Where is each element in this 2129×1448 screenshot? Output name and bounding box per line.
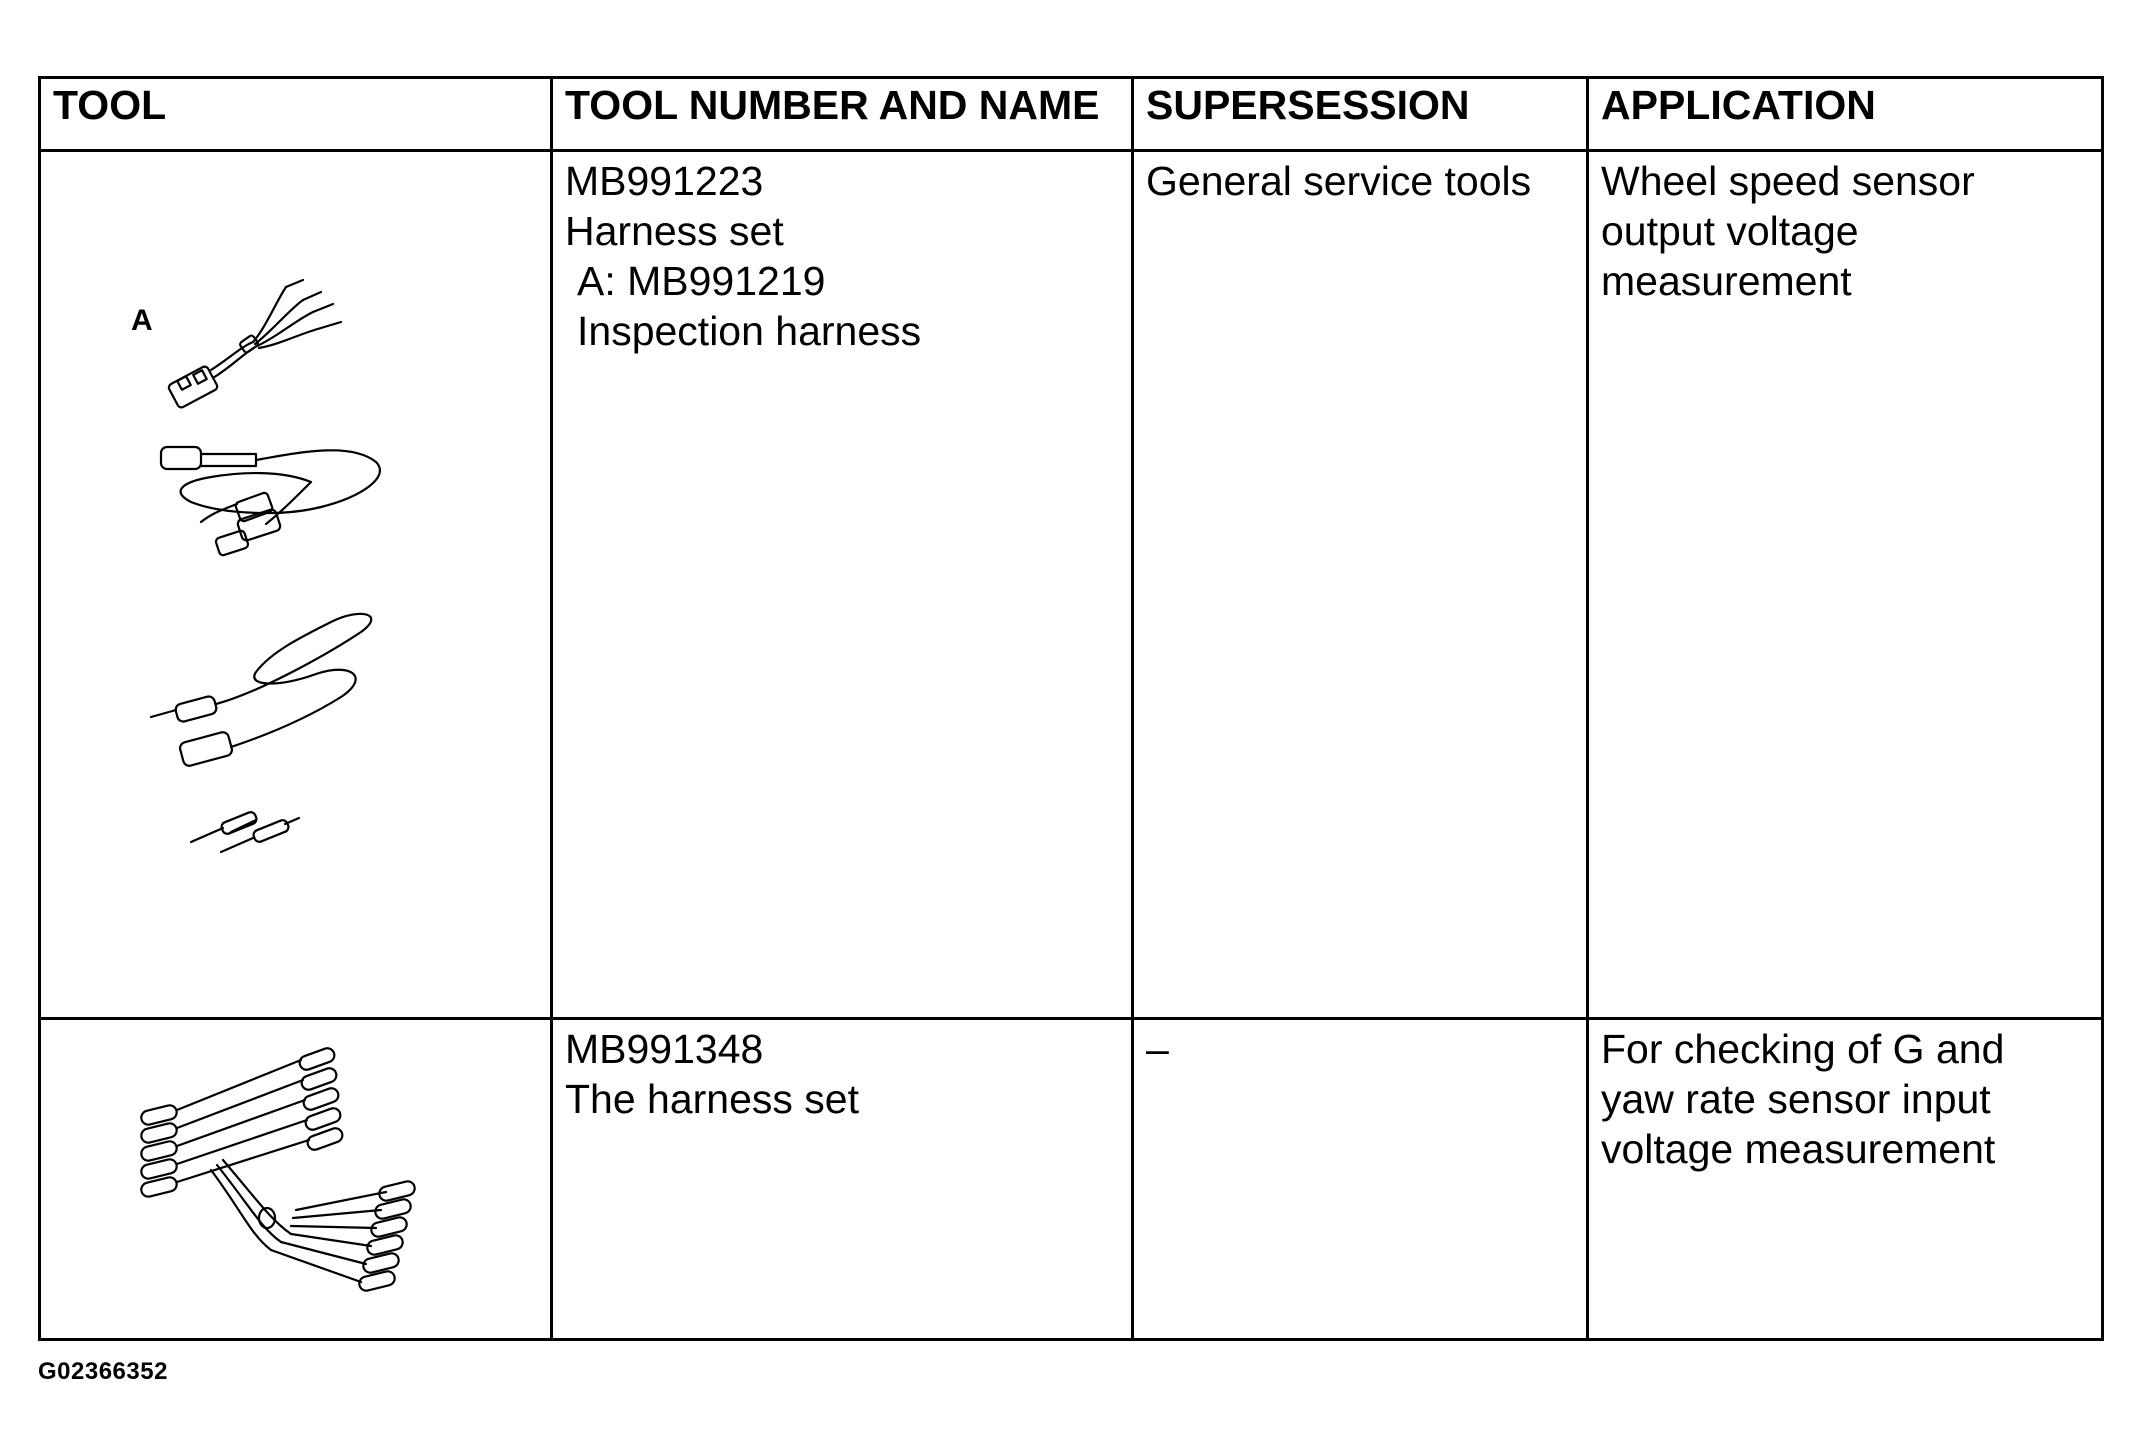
pin-probes-drawing [191, 811, 299, 852]
supersession-cell [1133, 1019, 1588, 1340]
header-tool: TOOL [40, 78, 552, 151]
header-application: APPLICATION [1588, 78, 2103, 151]
tool-illustration-cell [40, 1019, 552, 1340]
harness-set-illustration [41, 1020, 553, 1338]
tool-number: MB991223 [565, 158, 764, 204]
application-cell [1588, 151, 2103, 1019]
sub-tool-name: Inspection harness [577, 308, 922, 354]
application-line: For checking of G and [1601, 1026, 2005, 1072]
tool-number-name-cell [552, 151, 1133, 1019]
figure-id: G02366352 [38, 1358, 168, 1385]
application-line: Wheel speed sensor [1601, 158, 1975, 204]
sub-tool-number: A: MB991219 [577, 258, 826, 304]
application-line: voltage measurement [1601, 1126, 1996, 1172]
harness-set-illustration [41, 152, 553, 1017]
tool-number-name-cell [552, 1019, 1133, 1340]
application-line: yaw rate sensor input [1601, 1076, 1991, 1122]
connector-harness-drawing [161, 447, 380, 556]
supersession-text: General service tools [1146, 158, 1532, 204]
supersession-text: – [1146, 1026, 1169, 1072]
header-supersession: SUPERSESSION [1133, 78, 1588, 151]
table-row [40, 1019, 2103, 1340]
inspection-harness-drawing [167, 280, 341, 409]
application-line: output voltage [1601, 208, 1859, 254]
table-row [40, 151, 2103, 1019]
tool-name: Harness set [565, 208, 784, 254]
tool-name: The harness set [565, 1076, 859, 1122]
tool-number: MB991348 [565, 1026, 764, 1072]
application-line: measurement [1601, 258, 1852, 304]
application-cell [1588, 1019, 2103, 1340]
tool-illustration-cell [40, 151, 552, 1019]
table-header-row [40, 78, 2103, 151]
header-tool-number-and-name: TOOL NUMBER AND NAME [552, 78, 1133, 151]
tool-label-a: A [131, 304, 153, 337]
multi-lead-harness-drawing [140, 1046, 416, 1292]
special-tools-table [38, 76, 2104, 1341]
supersession-cell [1133, 151, 1588, 1019]
probe-lead-drawing [151, 614, 371, 767]
